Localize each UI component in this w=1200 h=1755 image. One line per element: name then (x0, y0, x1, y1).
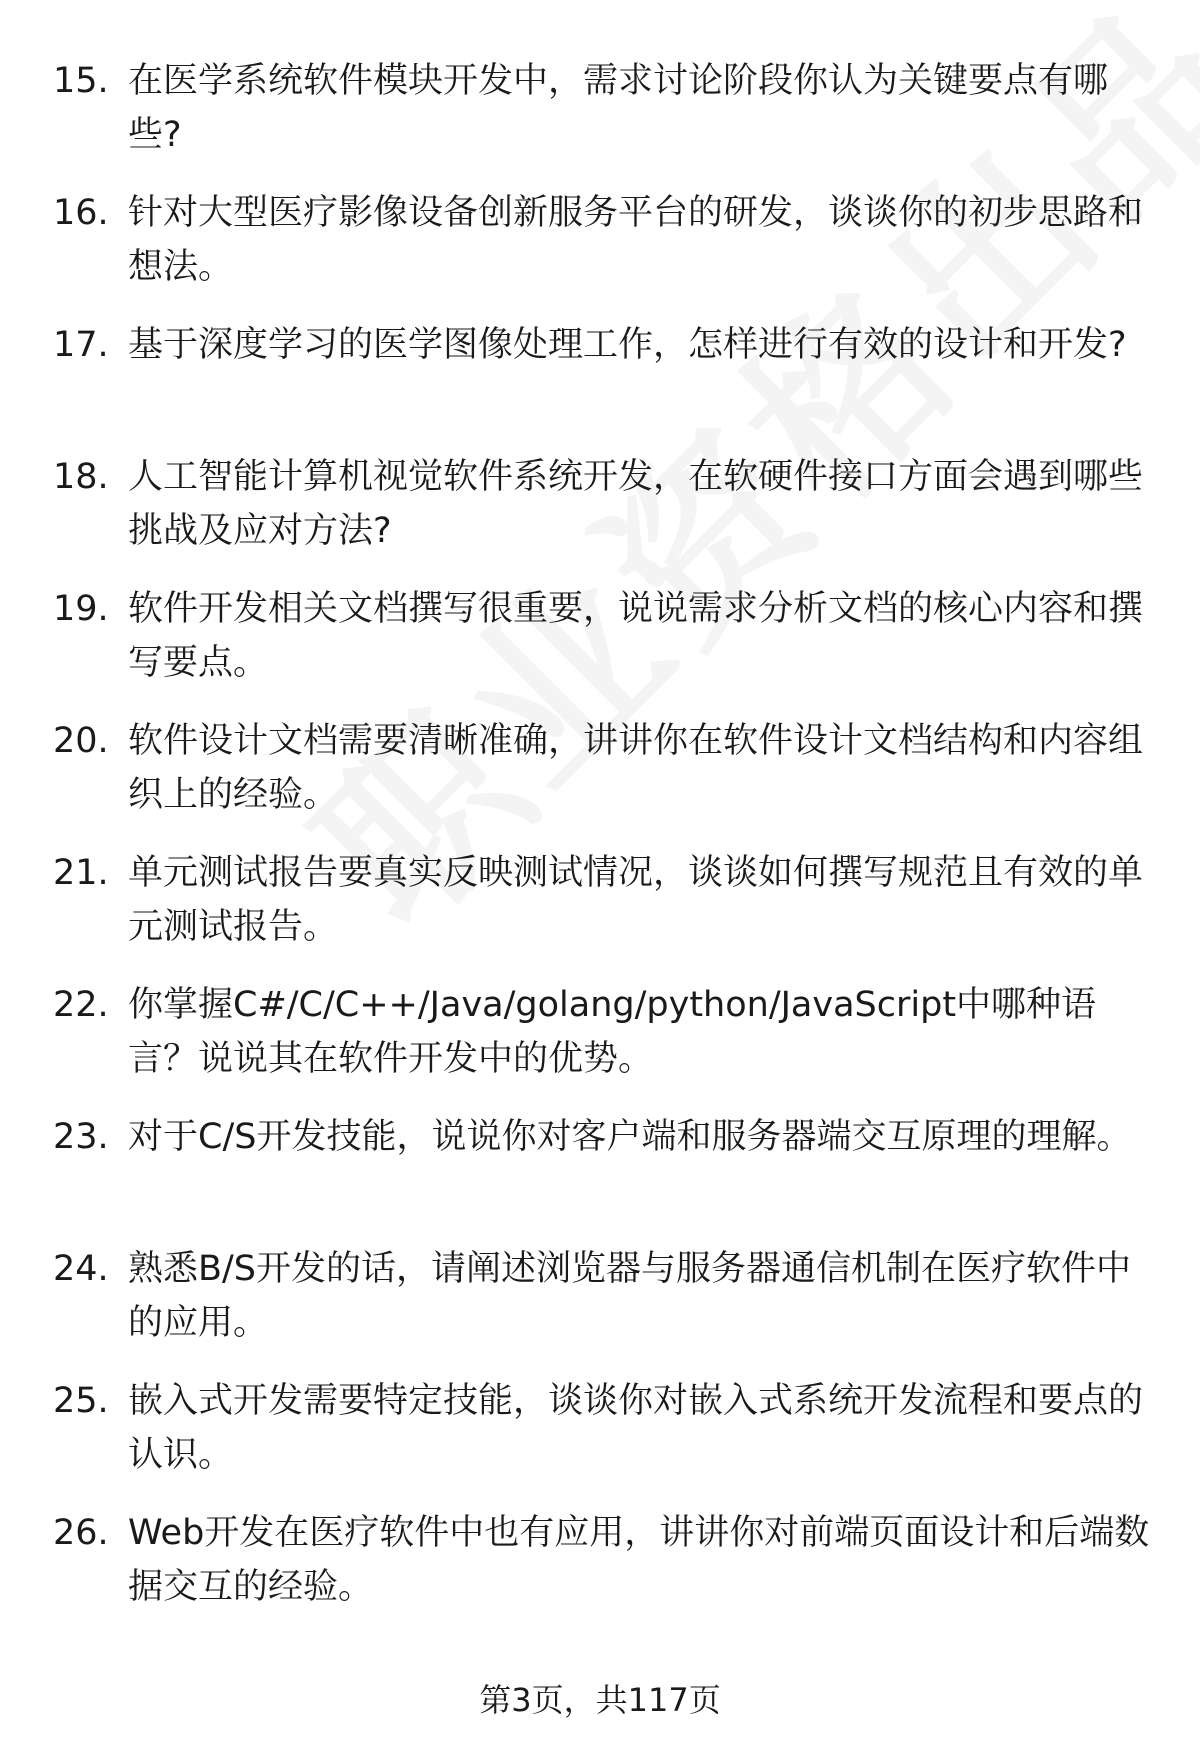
question-text: 软件设计文档需要清晰准确，讲讲你在软件设计文档结构和内容组织上的经验。 (128, 721, 1144, 815)
list-item (0, 450, 1200, 582)
list-item (0, 1506, 1200, 1638)
list-item (0, 1242, 1200, 1374)
question-number: 26. (53, 1513, 109, 1553)
question-text: 软件开发相关文档撰写很重要，说说需求分析文档的核心内容和撰写要点。 (128, 589, 1144, 683)
question-number: 19. (53, 589, 109, 629)
question-text: 人工智能计算机视觉软件系统开发，在软硬件接口方面会遇到哪些挑战及应对方法? (128, 457, 1144, 551)
question-text: 对于C/S开发技能，说说你对客户端和服务器端交互原理的理解。 (128, 1117, 1132, 1157)
question-text: 嵌入式开发需要特定技能，谈谈你对嵌入式系统开发流程和要点的认识。 (128, 1381, 1144, 1475)
question-text: 你掌握C#/C/C++/Java/golang/python/JavaScript中哪种语言？说说其在软件开发中的优势。 (128, 985, 1097, 1079)
question-number: 17. (53, 325, 109, 365)
list-item (0, 186, 1200, 318)
list-item (0, 54, 1200, 186)
question-number: 20. (53, 721, 109, 761)
question-number: 15. (53, 61, 109, 101)
question-text: 针对大型医疗影像设备创新服务平台的研发，谈谈你的初步思路和想法。 (128, 193, 1144, 287)
list-item (0, 846, 1200, 978)
question-text: 在医学系统软件模块开发中，需求讨论阶段你认为关键要点有哪些? (128, 61, 1109, 155)
list-item (0, 318, 1200, 450)
question-text: Web开发在医疗软件中也有应用，讲讲你对前端页面设计和后端数据交互的经验。 (128, 1513, 1150, 1607)
page-footer: 第3页，共117页 (479, 1681, 721, 1719)
list-item (0, 1374, 1200, 1506)
list-item (0, 714, 1200, 846)
question-number: 21. (53, 853, 109, 893)
list-item (0, 582, 1200, 714)
question-list (0, 54, 1200, 1638)
question-number: 16. (53, 193, 109, 233)
question-number: 23. (53, 1117, 109, 1157)
question-text: 单元测试报告要真实反映测试情况，谈谈如何撰写规范且有效的单元测试报告。 (128, 853, 1144, 947)
question-text: 基于深度学习的医学图像处理工作，怎样进行有效的设计和开发? (128, 325, 1127, 365)
list-item (0, 1110, 1200, 1242)
question-number: 24. (53, 1249, 109, 1289)
question-text: 熟悉B/S开发的话，请阐述浏览器与服务器通信机制在医疗软件中的应用。 (128, 1249, 1132, 1343)
question-number: 25. (53, 1381, 109, 1421)
question-number: 18. (53, 457, 109, 497)
question-number: 22. (53, 985, 109, 1025)
list-item (0, 978, 1200, 1110)
